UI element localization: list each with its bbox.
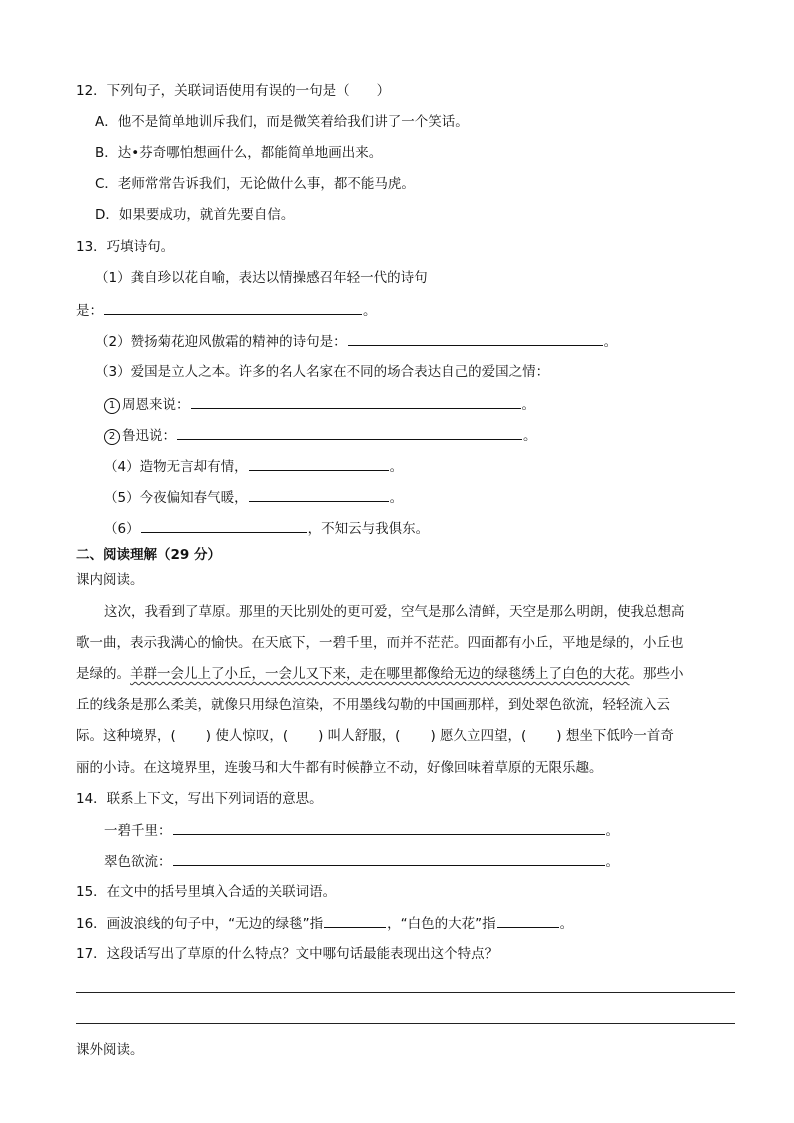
- q13-part5-blank[interactable]: [249, 487, 389, 502]
- period: 。: [605, 823, 619, 839]
- q13-part1-answer: [76, 300, 377, 321]
- q14-b-label: 翠色欲流：: [104, 854, 172, 870]
- passage-line-6: 丽的小诗。在这境界里，连骏马和大牛都有时候静立不动，好像回味着草原的无限乐趣。: [76, 760, 603, 776]
- q13-part3-a: [104, 394, 535, 415]
- period: 。: [389, 490, 404, 506]
- passage-line-3-start: 是绿的。: [76, 666, 130, 682]
- passage-line-5-b: ) 使人惊叹，(: [205, 728, 289, 744]
- period: 。: [523, 428, 537, 444]
- period: 。: [603, 334, 618, 350]
- q13-part2: [95, 331, 617, 352]
- q13-part5-text: （5）今夜偏知春气暖，: [104, 490, 248, 506]
- passage-line-5-d: ) 愿久立四望，(: [430, 728, 527, 744]
- q16-end: 。: [559, 916, 574, 932]
- q14-stem: 14．联系上下文，写出下列词语的意思。: [76, 791, 323, 807]
- q15-stem: 15．在文中的括号里填入合适的关联词语。: [76, 884, 337, 900]
- extra-reading-label: 课外阅读。: [76, 1042, 144, 1058]
- q13-part4-text: （4）造物无言却有情，: [104, 459, 248, 475]
- in-class-reading-label: 课内阅读。: [76, 572, 144, 588]
- q13-part4-blank[interactable]: [249, 456, 389, 471]
- q13-part6-prefix: （6）: [104, 521, 140, 537]
- answer-line-1[interactable]: [76, 992, 735, 993]
- passage-line-1: 这次，我看到了草原。那里的天比别处的更可爱，空气是那么清鲜，天空是那么明朗，使我总想高: [104, 604, 685, 620]
- q13-part6: [104, 518, 429, 539]
- q14-a-label: 一碧千里：: [104, 823, 172, 839]
- passage-line-4: 丘的线条是那么柔美，就像只用绿色渲染，不用墨线勾勒的中国画那样，到处翠色欲流，轻轻流入云: [76, 697, 670, 713]
- section-title: 二、阅读理解（29 分）: [76, 547, 221, 563]
- q13-part3-a-blank[interactable]: [191, 394, 521, 409]
- q13-part6-suffix: ，不知云与我俱东。: [307, 521, 430, 537]
- period: 。: [605, 854, 619, 870]
- q13-part3-b-blank[interactable]: [177, 425, 522, 440]
- answer-line-2[interactable]: [76, 1023, 735, 1024]
- q12-option-a: A．他不是简单地训斥我们，而是微笑着给我们讲了一个笑话。: [95, 114, 469, 130]
- passage-line-3-end: 。那些小: [629, 666, 684, 682]
- q16-blank-2[interactable]: [497, 913, 559, 928]
- period: 。: [521, 397, 535, 413]
- q12-option-d: D．如果要成功，就首先要自信。: [95, 207, 295, 223]
- circled-number-1: 1: [104, 398, 120, 414]
- q13-part3-b-label: 鲁迅说：: [122, 428, 176, 444]
- q16-stem: [76, 913, 573, 934]
- q14-b: [104, 851, 619, 872]
- q13-stem: 13．巧填诗句。: [76, 239, 175, 255]
- q13-part1-prefix: 是：: [76, 303, 103, 319]
- passage-line-5-e: ) 想坐下低吟一首奇: [556, 728, 674, 744]
- q13-part4: [104, 456, 403, 477]
- passage-line-3: [76, 664, 684, 684]
- q16-pre: 16．画波浪线的句子中，“无边的绿毯”指: [76, 916, 324, 932]
- q13-part1-text: （1）龚自珍以花自喻，表达以情操感召年轻一代的诗句: [95, 270, 428, 286]
- q17-stem: 17．这段话写出了草原的什么特点？文中哪句话最能表现出这个特点？: [76, 946, 499, 962]
- passage-line-5-c: ) 叫人舒服，(: [318, 728, 401, 744]
- q14-a: [104, 820, 619, 841]
- q14-a-blank[interactable]: [173, 820, 605, 835]
- q16-mid: ，“白色的大花”指: [387, 916, 496, 932]
- period: 。: [389, 459, 404, 475]
- passage-line-5: [76, 726, 674, 746]
- q12-option-b: B．达•芬奇哪怕想画什么，都能简单地画出来。: [95, 145, 383, 161]
- q13-part1-blank[interactable]: [104, 300, 362, 315]
- period: 。: [363, 303, 377, 319]
- q13-part3-a-label: 周恩来说：: [122, 397, 190, 413]
- q13-part5: [104, 487, 403, 508]
- passage-line-5-a: 际。这种境界，(: [76, 728, 176, 744]
- q12-stem: 12．下列句子，关联词语使用有误的一句是（ ）: [76, 83, 391, 99]
- q14-b-blank[interactable]: [173, 851, 605, 866]
- q13-part3-b: [104, 425, 537, 446]
- q13-part3-text: （3）爱国是立人之本。许多的名人名家在不同的场合表达自己的爱国之情：: [95, 364, 550, 380]
- q13-part6-blank[interactable]: [141, 518, 307, 533]
- q13-part2-text: （2）赞扬菊花迎风傲霜的精神的诗句是：: [95, 334, 347, 350]
- q12-option-c: C．老师常常告诉我们，无论做什么事，都不能马虎。: [95, 176, 415, 192]
- q16-blank-1[interactable]: [324, 913, 386, 928]
- wavy-underlined-sentence: 羊群一会儿上了小丘，一会儿又下来，走在哪里都像给无边的绿毯绣上了白色的大花: [130, 666, 630, 682]
- q13-part2-blank[interactable]: [348, 331, 603, 346]
- circled-number-2: 2: [104, 429, 120, 445]
- passage-line-2: 歌一曲，表示我满心的愉快。在天底下，一碧千里，而并不茫茫。四面都有小丘，平地是绿的，小丘也: [76, 635, 684, 651]
